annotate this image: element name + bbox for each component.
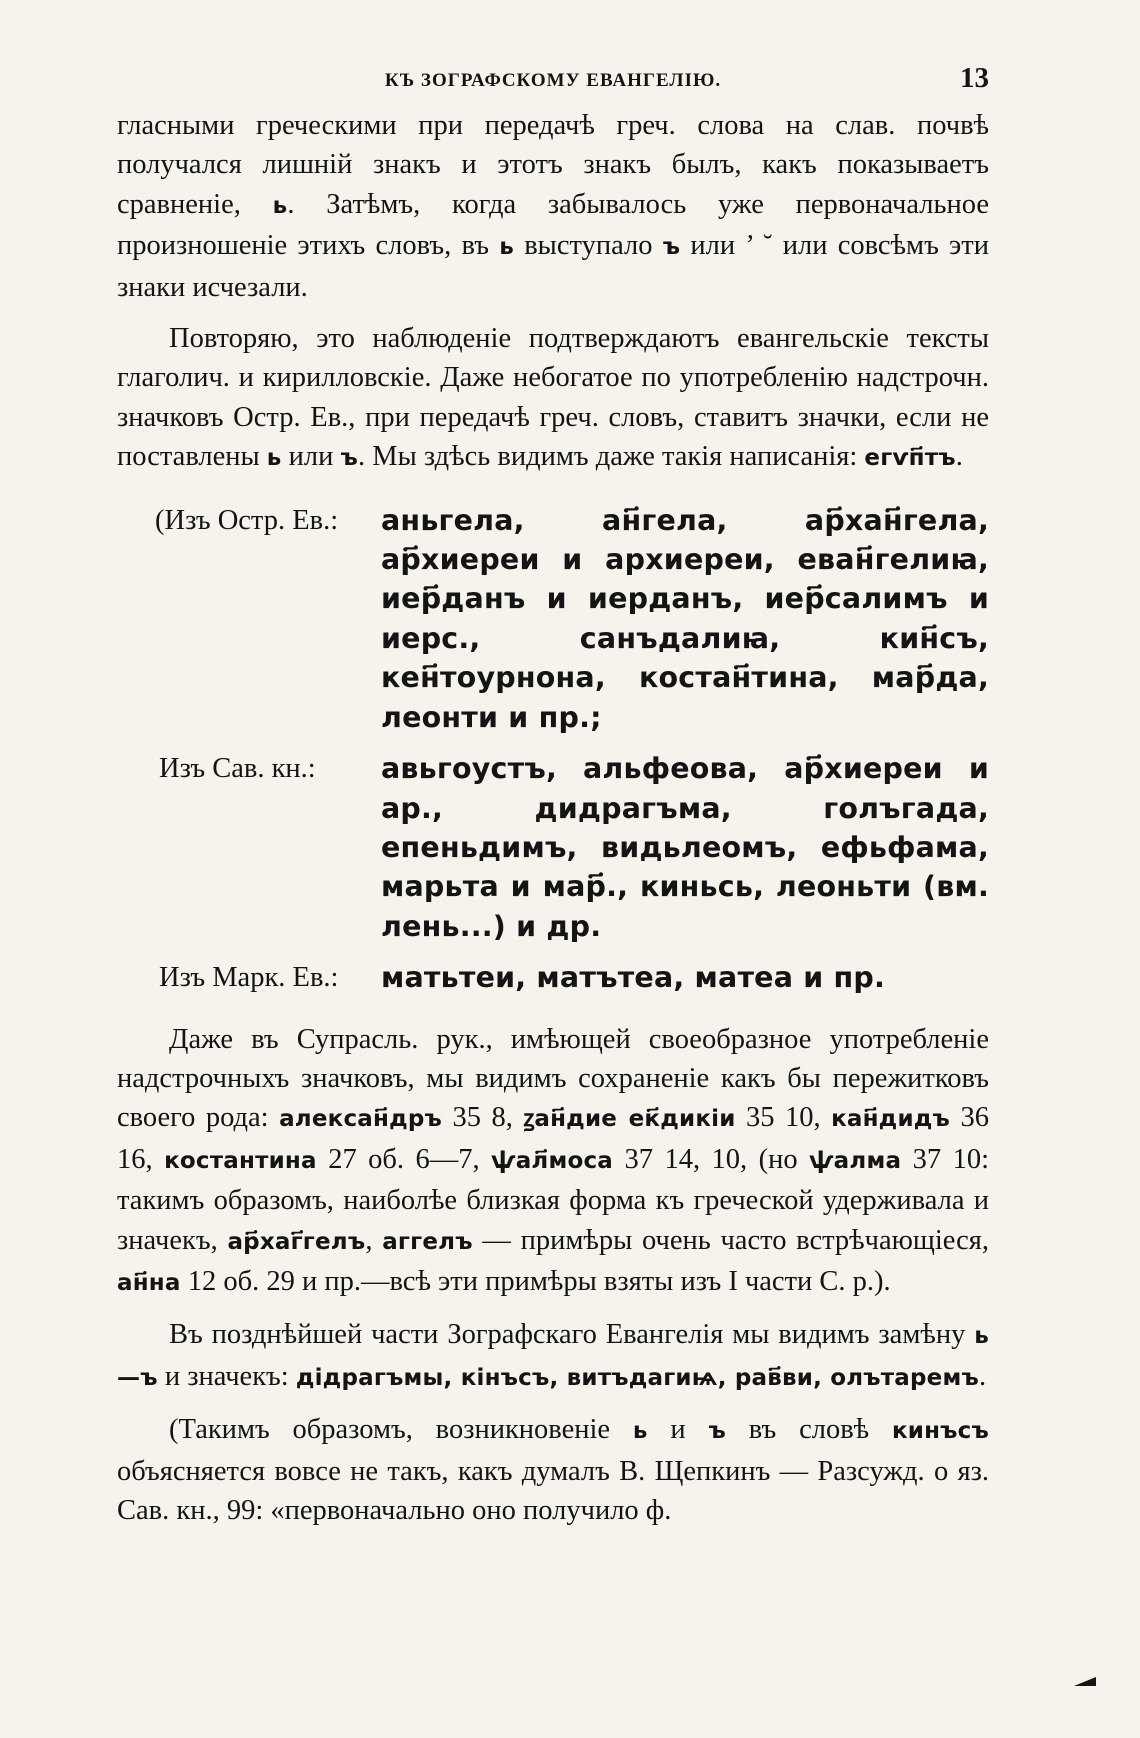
- slavonic-word: аггелъ: [382, 1228, 473, 1255]
- example-source-label: Изъ Марк. Ев.:: [159, 962, 339, 994]
- slavonic-letter: ъ: [662, 234, 681, 261]
- text-run: 37 10: такимъ образомъ, наиболѣе близкая форма къ греческой удерживала и значекъ,: [117, 1143, 990, 1256]
- slavonic-word: алексан҃дръ: [279, 1106, 443, 1133]
- page: [117, 62, 989, 1530]
- text-run: .: [978, 1360, 987, 1392]
- text-run: 35 10,: [735, 1102, 832, 1134]
- example-source-label: (Изъ Остр. Ев.:: [155, 504, 339, 536]
- slavonic-word: ѱал҃моса: [491, 1147, 614, 1174]
- text-run: въ словѣ: [725, 1414, 892, 1446]
- text-run: — примѣры очень часто встрѣчающіеся,: [472, 1224, 990, 1256]
- text-run: Повторяю, это наблюденіе подтверждаютъ евангельскіе тексты глаголич. и кирилловскіе. Даже небогатое по употребленію надстрочн. значковъ Остр. Ев., при передачѣ греч. словъ, ставитъ значки, если не поставлены: [117, 323, 989, 473]
- text-run: Въ позднѣйшей части Зографскаго Евангелія мы видимъ замѣну: [169, 1319, 975, 1351]
- slavonic-letter: ь—ъ: [117, 1323, 989, 1391]
- paragraph-5: [117, 1410, 989, 1530]
- page-number: 13: [960, 62, 989, 94]
- text-run: и: [647, 1414, 709, 1446]
- text-run: или ’ ˘ или совсѣмъ эти знаки исчезали.: [117, 230, 989, 303]
- text-run: .: [955, 441, 963, 473]
- slavonic-word: егѵп҃тъ: [864, 445, 956, 472]
- slavonic-word: кан҃дидъ: [831, 1106, 951, 1133]
- slavonic-letter: ь: [266, 445, 282, 472]
- slavonic-word: ан҃на: [117, 1269, 181, 1296]
- slavonic-word: дідрагъмы, кінъсъ, витъдагиѩ, рав҃ви, олътаремъ: [295, 1364, 979, 1391]
- corner-mark: [1074, 1677, 1096, 1686]
- text-run: ,: [365, 1224, 383, 1256]
- text-run: . Затѣмъ, когда забывалось уже первоначальное произношеніе этихъ словъ, въ: [117, 188, 989, 262]
- slavonic-letter: ъ: [708, 1418, 726, 1445]
- text-run: гласными греческими при передачѣ греч. слова на слав. почвѣ получался лишній знакъ и этотъ знакъ былъ, какъ показываетъ сравненіе,: [117, 110, 989, 220]
- example-row: [117, 958, 989, 997]
- slavonic-word: костантина: [164, 1147, 317, 1174]
- text-run: (Такимъ образомъ, возникновеніе: [169, 1414, 633, 1446]
- example-words: аньгела, ан҃гела, ар҃хан҃гела, ар҃хиереи и архиереи, еван҃гелиꙗ, иер҃данъ и иерданъ, иер҃салимъ и иерс., санъдалиꙗ, кин҃съ, кен҃тоурнона, костан҃тина, мар҃да, леонти и пр.;: [381, 503, 989, 734]
- paragraph-4: [117, 1315, 989, 1398]
- text-run: объясняется вовсе не такъ, какъ думалъ В. Щепкинъ — Разсужд. о яз. Сав. кн., 99: «первоначально оно получило ф.: [117, 1455, 989, 1526]
- examples-list: [117, 501, 989, 998]
- slavonic-letter: ъ: [340, 445, 359, 472]
- paragraph-2: [117, 319, 989, 479]
- text-run: 35 8,: [442, 1102, 524, 1134]
- example-words: авьгоустъ, альфеова, ар҃хиереи и ар., дидрагъма, голъгада, епеньдимъ, видьлеомъ, ефьфама, марьта и мар҃., киньсь, леоньти (вм. лень...) и др.: [381, 752, 989, 943]
- slavonic-letter: ь: [272, 192, 288, 219]
- example-row: [117, 501, 989, 737]
- text-run: или: [281, 441, 341, 473]
- text-run: выступало: [513, 230, 663, 262]
- slavonic-word: кинъсъ: [891, 1418, 989, 1445]
- text-run: . Мы здѣсь видимъ даже такія написанія:: [358, 441, 865, 473]
- text-run: 37 14, 10, (но: [613, 1143, 810, 1175]
- slavonic-word: ѱалма: [809, 1147, 902, 1174]
- text-run: 36 16,: [117, 1102, 990, 1175]
- slavonic-letter: ь: [632, 1418, 648, 1445]
- text-run: 27 об. 6—7,: [316, 1143, 492, 1175]
- example-source-label: Изъ Сав. кн.:: [159, 753, 316, 785]
- example-row: [117, 749, 989, 946]
- slavonic-letter: ь: [499, 234, 514, 261]
- slavonic-word: ар҃хаг҃гелъ: [227, 1228, 366, 1255]
- page-header: [117, 62, 989, 106]
- paragraph-1: [117, 106, 989, 307]
- example-words: матьтеи, матътеа, матеа и пр.: [381, 961, 886, 995]
- slavonic-word: ꙁан҃дие ек҃дикіи: [523, 1106, 736, 1133]
- paragraph-3: [117, 1020, 989, 1304]
- text-run: 12 об. 29 и пр.—всѣ эти примѣры взяты изъ I части С. р.).: [180, 1265, 891, 1297]
- text-run: и значекъ:: [157, 1360, 296, 1392]
- text-run: Даже въ Супрасль. рук., имѣющей своеобразное употребленіе надстрочныхъ значковъ, мы видимъ сохраненіе какъ бы пережитковъ своего рода:: [117, 1023, 989, 1134]
- running-title: КЪ ЗОГРАФСКОМУ ЕВАНГЕЛІЮ.: [384, 70, 722, 91]
